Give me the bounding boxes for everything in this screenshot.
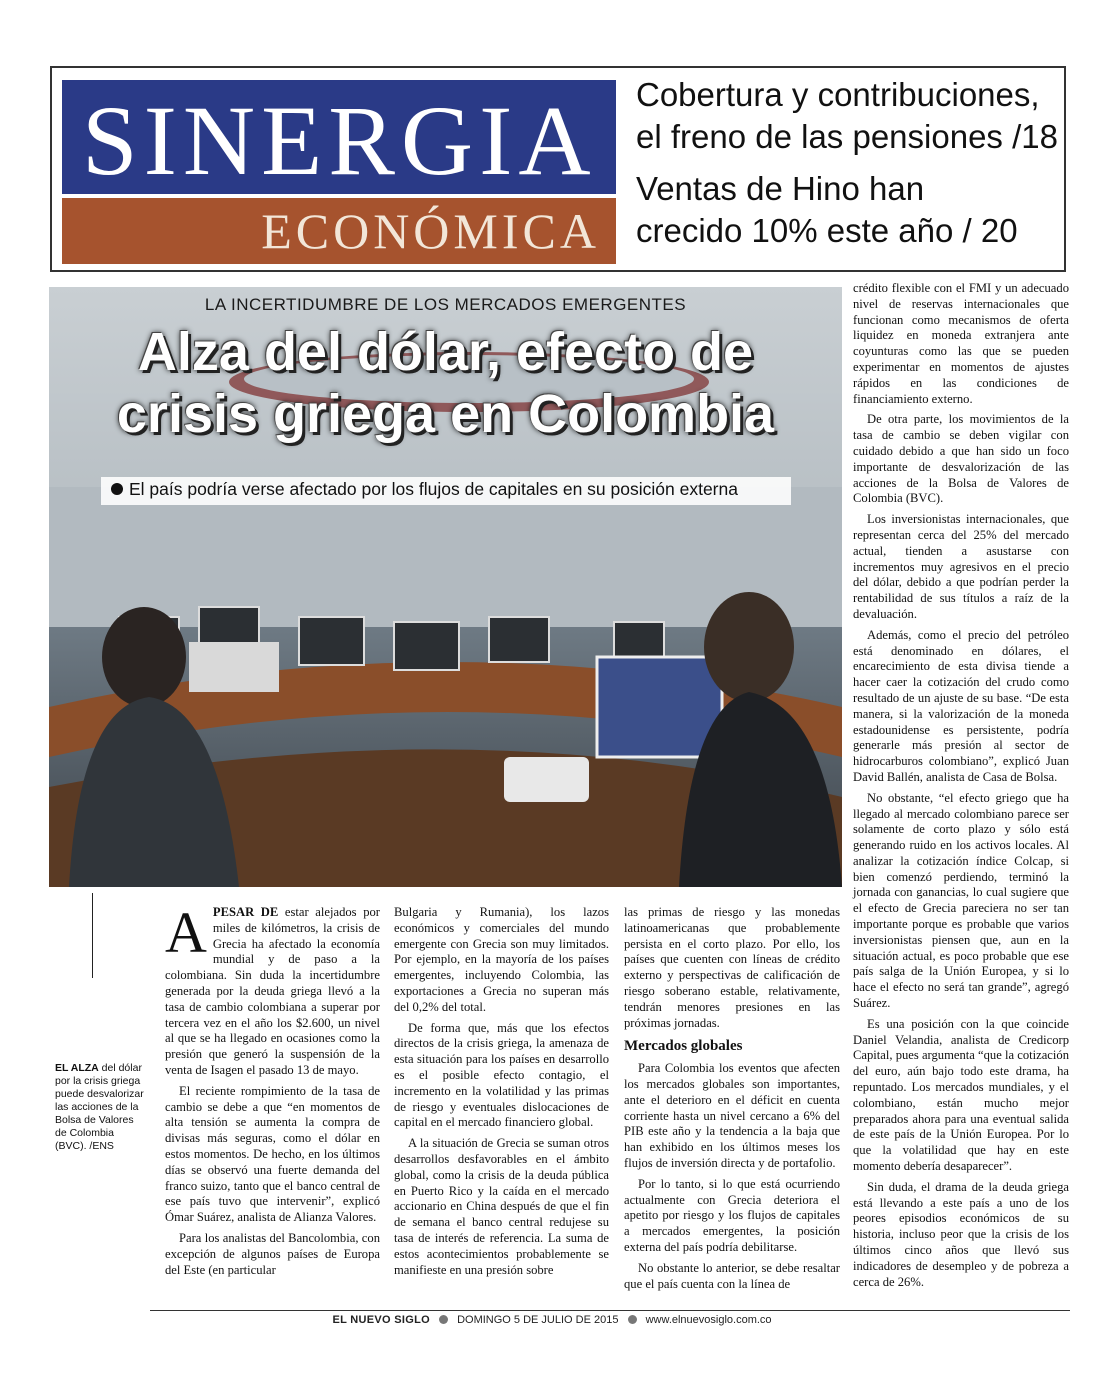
article-paragraph: De otra parte, los movimientos de la tasa de cambio se deben vigilar con cuidado debido a que han sido un foco importante de desvalorización de las acciones de la Bolsa de Valores de Colombia (BVC). [853,412,1069,506]
teaser-line: el freno de las pensiones /18 [636,118,1058,155]
article-column-3 [624,905,840,1297]
teaser-line: Ventas de Hino han [636,170,925,207]
logo-subtitle-band [62,198,616,264]
article-paragraph: Para los analistas del Bancolombia, con excepción de algunos países de Europa del Este (en particular [165,1230,380,1277]
deck-text: El país podría verse afectado por los flujos de capitales en su posición externa [129,479,738,499]
article-paragraph: A la situación de Grecia se suman otros desarrollos desfavorables en el ámbito global, como la crisis de la deuda pública en Puerto Rico y la caída en el mercado accionario en China después de que el fin de semana el banco central redujese su tasa de interés de referencia. La suma de estos acontecimientos probablemente se manifieste en una presión sobre [394,1136,609,1277]
bullet-icon [111,483,123,495]
bullet-icon [628,1315,637,1324]
logo-title: SINERGIA [82,85,597,196]
teaser-line: crecido 10% este año / 20 [636,212,1018,249]
article-paragraph: Bulgaria y Rumania), los lazos económicos y comerciales del mundo emergente con Grecia son muy limitados. Por ejemplo, en la mayoría de los países emergentes, incluyendo Colombia, las exportaciones a Grecia no superan más del 0,2% del total. [394,905,609,1014]
article-headline [49,321,842,445]
article-column-4 [853,281,1069,1295]
photo-caption [55,1062,145,1153]
article-paragraph [165,900,380,1079]
article-paragraph: Los inversionistas internacionales, que representan cerca del 25% del mercado actual, tienden a asustarse con incrementos muy agresivos en el precio del dólar, debido a que podrían perder la rentabilidad de sus títulos a raíz de la devaluación. [853,512,1069,621]
article-paragraph: Por lo tanto, si lo que está ocurriendo actualmente con Grecia deteriora el apetito por riesgo y los flujos de capitales a mercados emergentes, la posición externa del país podría debilitarse. [624,1176,840,1254]
lead-in: PESAR DE [212,905,279,919]
caption-rule [92,893,93,978]
teaser-line: Cobertura y contribuciones, [636,76,1040,113]
section-header [50,66,1066,272]
article-paragraph: El reciente rompimiento de la tasa de cambio se debe a que “en momentos de alta tensión se aumenta la compra de divisas más seguras, como el dólar en estos momentos. De hecho, en los últimos días se observó una fuerte demanda del franco suizo, tanto que el banco central de ese país tuvo que intervenir”, explicó Ómar Suárez, analista de Alianza Valores. [165,1083,380,1225]
article-paragraph: Además, como el precio del petróleo está denominado en dólares, el encarecimiento de esta divisa tiende a hacer caer la cotización del crudo como resultado de un ajuste de su base. “De esta manera, si la valorización de la moneda estadounidense es persistente, podría generarle más presión al sector de hidrocarburos colombiano”, explicó Juan David Ballén, analista de Casa de Bolsa. [853,627,1069,784]
footer-url[interactable]: www.elnuevosiglo.com.co [645,1314,772,1326]
article-kicker: LA INCERTIDUMBRE DE LOS MERCADOS EMERGENTES [204,295,687,314]
drop-cap: A [165,900,207,965]
page-footer [0,1314,1104,1326]
article-deck [111,479,738,500]
article-paragraph: No obstante lo anterior, se debe resaltar que el país cuenta con la línea de [624,1260,840,1291]
article-paragraph: Para Colombia los eventos que afecten los mercados globales son importantes, ante el deterioro en el déficit en cuenta corriente hasta un nivel cercano a 6% del PIB este año y la tendencia a la baja que han exhibido en los últimos meses los flujos de inversión directa y de portafolio. [624,1061,840,1170]
caption-text: del dólar por la crisis griega puede desvalorizar las acciones de la Bolsa de Valores de Colombia (BVC). /ENS [55,1062,144,1152]
logo-subtitle: ECONÓMICA [261,203,600,259]
article-paragraph: Sin duda, el drama de la deuda griega está llevando a este país a uno de los peores episodios económicos de su historia, incluso peor que la crisis de los últimos cinco años que llevó sus indicadores de desempleo y de pobreza a cerca de 26%. [853,1179,1069,1289]
logo-title-band [62,80,616,194]
bullet-icon [439,1315,448,1324]
article-column-1 [165,900,380,1283]
footer-brand: EL NUEVO SIGLO [332,1314,430,1326]
teaser-pensiones[interactable] [636,74,1058,158]
section-subhead: Mercados globales [624,1038,743,1055]
paragraph-text: estar alejados por miles de kilómetros, la crisis de Grecia ha afectado la economía mundial y de paso a la colombiana. Sin duda la incertidumbre generada por la deuda griega llevó a la tasa de cambio colombiana a superar por tercera vez en el año los $2.600, un nivel al que se ha llegado en ocasiones como la presión que generó la suspensión de la venta de Isagen el pasado 13 de mayo. [165,905,380,1077]
teaser-hino[interactable] [636,168,1018,252]
footer-date: DOMINGO 5 DE JULIO DE 2015 [457,1314,619,1326]
article-paragraph: De forma que, más que los efectos directos de la crisis griega, la amenaza de esta situación para los países en desarrollo es el posible efecto contagio, el incremento en la volatilidad y las primas de riesgo y eventuales dislocaciones de capital en el mercado financiero global. [394,1020,609,1130]
headline-line: crisis griega en Colombia [116,384,775,444]
article-paragraph: Es una posición con la que coincide Daniel Velandia, analista de Credicorp Capital, pues argumenta “que la cotización del euro, aún bajo todo este drama, ha repuntado. Los mercados mundiales, y el colombiano, están mucho mejor preparados ahora para una eventual salida de este país de la Unión Europea. Por lo que la volatilidad que hay en este momento debería desaparecer”. [853,1016,1069,1174]
caption-lead: EL ALZA [55,1062,99,1074]
article-column-2 [394,905,609,1283]
article-paragraph: crédito flexible con el FMI y un adecuado nivel de reservas internacionales que funcionan como mecanismos de oferta liquidez en moneda extranjera ante coyunturas como las que se pueden experimentar en momentos de ajustes rápidos en las condiciones de financiamiento externo. [853,281,1069,406]
headline-line: Alza del dólar, efecto de [137,322,754,382]
article-paragraph: las primas de riesgo y las monedas latinoamericanas que probablemente persista en el corto plazo. Por ello, los países que cuenten con líneas de crédito externo y perspectivas de calificación de riesgo soberano estable, relativamente, tendrán menores presiones en las próximas jornadas. [624,905,840,1030]
article-paragraph: No obstante, “el efecto griego que ha llegado al mercado colombiano parece ser solamente de corto plazo y sólo está generando ruido en los activos locales. Al analizar la cotización índice Colcap, si bien comenzó perdiendo, terminó la jornada con ganancias, lo cual sugiere que el efecto de Grecia pareciera no ser tan importante porque es probable que varios inversionistas piensen que, aun en la situación actual, es poco probable que ese país salga de la Unión Europea, y si lo hace el efecto no será tan grande”, agregó Suárez. [853,790,1069,1011]
trading-floor-photo [49,287,842,887]
footer-rule [150,1310,1070,1311]
